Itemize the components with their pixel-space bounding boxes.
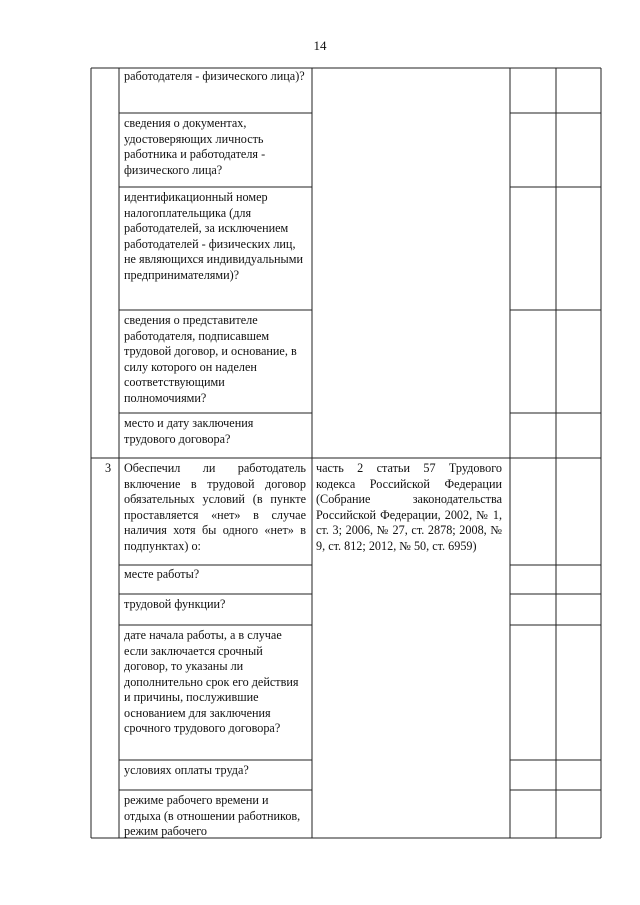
row-text: условиях оплаты труда? — [124, 763, 249, 777]
row-text: сведения о документах, удостоверяющих личность работника и работодателя - физического лица? — [124, 116, 266, 177]
row-text: дате начала работы, а в случае если заключается срочный договор, то указаны ли дополнительно срок его действия и причины, послужившие основанием для заключения срочного трудового договора? — [124, 628, 299, 735]
row-text: место и дату заключения трудового договора? — [124, 416, 254, 446]
row-text: режиме рабочего времени и отдыха (в отношении работников, режим рабочего — [124, 793, 301, 838]
legal-reference: часть 2 статьи 57 Трудового кодекса Российской Федерации (Собрание законодательства Российской Федерации, 2002, № 1, ст. 3; 2006, № 27, ст. 2878; 2008, № 9, ст. 812; 2012, № 50, ст. 6959) — [316, 461, 502, 553]
row-text: сведения о представителе работодателя, подписавшем трудовой договор, и основание, в силу которого он наделен соответствующими полномочиями? — [124, 313, 297, 405]
row-text: месте работы? — [124, 567, 200, 581]
row-text: идентификационный номер налогоплательщика (для работодателей, за исключением работодателей - физических лиц, не являющихся индивидуальными предпринимателями)? — [124, 190, 303, 282]
row-text: работодателя - физического лица)? — [124, 69, 305, 83]
row-text: трудовой функции? — [124, 597, 226, 611]
page-number: 14 — [313, 38, 327, 53]
row-number: 3 — [104, 461, 112, 475]
row-text: Обеспечил ли работодатель включение в трудовой договор обязательных условий (в пункте проставляется «нет» в случае наличия хотя бы одного «нет» в подпунктах) о: — [124, 461, 306, 553]
